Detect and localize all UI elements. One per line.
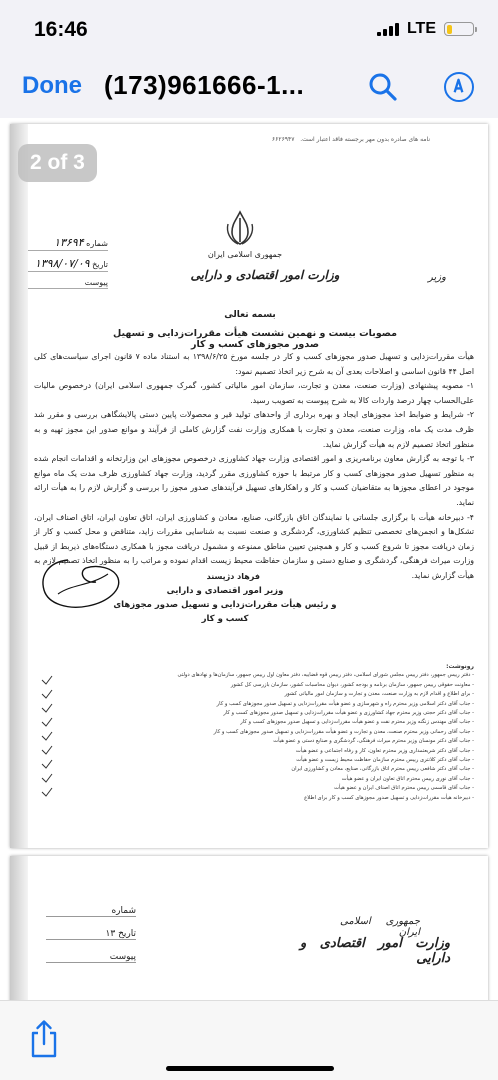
- document-title: (173)961666-1...: [104, 70, 305, 100]
- body-paragraph: ۲- شرایط و ضوابط اخذ مجوزهای ایجاد و بهره برداری از واحدهای تولید قیر و محصولات پایین دستی پالایشگاهی بررسی و مقرر شد ظرف مدت یک ماه، وزارت صنعت، معدن و تجارت با همکاری وزارت نفت گزارش کاملی از فرآیند و موانع صدور این مجوز تهیه و به منظور اتخاذ تصمیم لازم به هیأت گزارش نماید.: [34, 410, 474, 449]
- meta-attachment-label: پیوست: [84, 278, 108, 287]
- search-icon[interactable]: [368, 72, 398, 102]
- meta-number: [46, 906, 136, 917]
- page-indicator: 2 of 3: [18, 144, 97, 182]
- status-bar: [0, 0, 498, 56]
- meta-number-label: شماره: [111, 906, 136, 916]
- body-paragraph: ۴- دبیرخانه هیأت با برگزاری جلساتی با نمایندگان اتاق بازرگانی، صنایع، معادن و کشاورزی ایران، اتاق تعاون ایران، اتاق اصناف ایران، تشکل‌ها و انجمن‌های تخصصی تنظیم کشاورزی، گردشگری و صنعت نسبت به شناسایی مقررات زاید، متناقض و محل کسب و کار از زمان دریافت مجوز تا شروع کسب و کار و همچنین تعیین مناطق ممنوعه و مشمول دریافت مجوز با همکاری دستگاه‌های ذیربط از قبیل وزارت میراث فرهنگی، گردشگری و صنایع دستی و سازمان حفاظت محیط زیست اقدام نموده و مراتب را به منظور اتخاذ تصمیم لازم به هیأت گزارش نماید.: [34, 512, 474, 580]
- meta-date-value: ۱۳۹۸/۰۷/۰۹: [34, 257, 90, 270]
- status-indicators: [377, 20, 474, 38]
- header-disclaimer-text: نامه های صادره بدون مهر برجسته فاقد اعتبار است.: [300, 136, 430, 143]
- body-paragraph: ۳- با توجه به گزارش معاون برنامه‌ریزی و امور اقتصادی وزارت جهاد کشاورزی درخصوص مجوزهای این وزارتخانه و اقدامات انجام شده به منظور تسهیل صدور مجوزهای کسب و کار مرتبط با حوزه کشاورزی مقرر گردید، وزارت جهاد کشاورزی ظرف مدت یک ماه موانع موجود در اعطای مجوزها به متقاضیان کسب و کار و راهکارهای تسهیل فرآیندهای صدور مجوز را بررسی و گزارش لازم را به هیأت ارائه نماید.: [34, 454, 474, 507]
- document-page-next: [10, 856, 488, 1000]
- battery-icon: [444, 22, 474, 36]
- meta-attachment-label: پیوست: [109, 952, 136, 962]
- cc-line: - جناب آقای قاسمی رییس محترم اتاق اصناف ایران و عضو هیأت: [334, 785, 474, 792]
- cc-line: - جناب آقای دکتر کلانتری رییس محترم سازمان حفاظت محیط زیست و عضو هیأت: [296, 757, 474, 764]
- markup-pen-icon[interactable]: [444, 72, 474, 102]
- navigation-bar: [0, 56, 498, 118]
- emblem-caption: جمهوری اسلامی ایران: [207, 250, 283, 259]
- letter-body: [34, 350, 474, 584]
- status-time: 16:46: [34, 18, 88, 41]
- scan-edge: [10, 124, 28, 848]
- meta-attachment: [28, 278, 108, 289]
- iran-emblem-icon: [220, 208, 260, 248]
- cc-line: - جناب آقای دکتر حجتی وزیر محترم جهاد کشاورزی و عضو هیأت مقررات‌زدایی و تسهیل صدور مجوزهای کسب و کار: [223, 710, 474, 717]
- network-type: LTE: [406, 20, 436, 37]
- signer-role: وزیر امور اقتصادی و دارایی: [166, 586, 284, 596]
- document-viewer[interactable]: [0, 118, 498, 1000]
- share-icon[interactable]: [28, 1019, 60, 1059]
- home-indicator[interactable]: [166, 1066, 334, 1071]
- letter-meta: [28, 236, 108, 295]
- battery-fill: [447, 25, 452, 34]
- signature-block: [110, 570, 340, 626]
- cc-title: رونوشت:: [446, 663, 474, 670]
- meta-date-label: تاریخ: [118, 929, 136, 939]
- bismillah-heading: بسمه تعالی: [224, 310, 276, 320]
- checkmark-column: [40, 674, 54, 804]
- cc-line: - دبیرخانه هیأت مقررات‌زدایی و تسهیل صدور مجوزهای کسب و کار برای اطلاع: [304, 794, 474, 801]
- meta-number: [28, 236, 108, 251]
- body-paragraph: ۱- مصوبه پیشنهادی (وزارت صنعت، معدن و تجارت، سازمان امور مالیاتی کشور، گمرک جمهوری اسلامی ایران) درخصوص مالیات علی‌الحساب چهار درصد واردات کالا به شرح پیوست به تصویب رسید.: [34, 381, 474, 405]
- cc-line: - معاونت حقوقی رییس جمهور، سازمان برنامه و بودجه کشور، دیوان محاسبات کشور، سازمان بازرسی کل کشور: [230, 681, 474, 688]
- cc-line: - دفتر رییس جمهور، دفتر رییس مجلس شورای اسلامی، دفتر رییس قوه قضاییه، دفتر معاون اول رییس جمهور، سازمان‌ها و نهادهای دولتی: [177, 672, 474, 679]
- sender-title: وزیر: [428, 272, 446, 283]
- cc-line: - جناب آقای دکتر شریعتمداری وزیر محترم تعاون، کار و رفاه اجتماعی و عضو هیأت: [295, 747, 474, 754]
- scan-edge: [10, 856, 28, 1000]
- cc-line: - جناب آقای دکتر اسلامی وزیر محترم راه و شهرسازی و عضو هیأت مقررات‌زدایی و تسهیل صدور مجوزهای کسب و کار: [216, 700, 474, 707]
- document-page: [10, 124, 488, 848]
- cc-line: - جناب آقای نوری رییس محترم اتاق تعاون ایران و عضو هیأت: [341, 775, 474, 782]
- meta-date: [46, 929, 136, 940]
- done-button[interactable]: Done: [22, 72, 82, 99]
- cc-line: - جناب آقای رحمانی وزیر محترم صنعت، معدن و تجارت و عضو هیأت مقررات‌زدایی و تسهیل صدور مجوزهای کسب و کار: [213, 728, 474, 735]
- ministry-name: وزارت امور اقتصادی و دارایی: [300, 936, 450, 966]
- cc-line: - برای اطلاع و اقدام لازم به وزارت صنعت، معدن و تجارت و سازمان امور مالیاتی کشور: [284, 691, 474, 698]
- meta-number-value: ۱۳۶۹۴: [54, 236, 84, 249]
- meta-date-value: ۱۳: [105, 929, 116, 939]
- signer-name: فرهاد دژپسند: [206, 572, 260, 581]
- meta-attachment: [46, 952, 136, 963]
- cc-line: - جناب آقای دکتر شافعی رییس محترم اتاق بازرگانی، صنایع، معادن و کشاورزی ایران: [291, 766, 474, 773]
- header-disclaimer: [70, 136, 430, 143]
- ministry-name: وزارت امور اقتصادی و دارایی: [190, 268, 340, 282]
- meta-number-label: شماره: [86, 239, 108, 248]
- meta-date: [28, 257, 108, 272]
- header-serial: ۶۶۲۶۹۴۷: [271, 136, 295, 143]
- cellular-signal-icon: [377, 22, 399, 36]
- cc-line: - جناب آقای مهندس زنگنه وزیر محترم نفت و عضو هیأت مقررات‌زدایی و تسهیل صدور مجوزهای کسب و کار: [240, 719, 474, 726]
- carbon-copy-list: [34, 662, 474, 803]
- emblem-caption: جمهوری اسلامی ایران: [340, 916, 420, 938]
- letter-meta: [46, 906, 136, 975]
- meta-date-label: تاریخ: [92, 260, 108, 269]
- resolution-title: مصوبات بیست و نهمین نشست هیأت مقررات‌زدایی و تسهیل صدور مجوزهای کسب و کار: [112, 328, 398, 350]
- signer-role-2: و رئیس هیأت مقررات‌زدایی و تسهیل صدور مجوزهای کسب و کار: [113, 600, 337, 624]
- cc-line: - جناب آقای دکتر مونسان وزیر محترم میراث فرهنگی، گردشگری و صنایع دستی و عضو هیأت: [273, 738, 474, 745]
- body-paragraph: هیأت مقررات‌زدایی و تسهیل صدور مجوزهای کسب و کار در جلسه مورخ ۱۳۹۸/۶/۲۵ به استناد ماده ۷ قانون اجرای سیاست‌های کلی اصل ۴۴ قانون اساسی و اصلاحات بعدی آن به شرح زیر اتخاذ تصمیم نمود:: [34, 352, 474, 376]
